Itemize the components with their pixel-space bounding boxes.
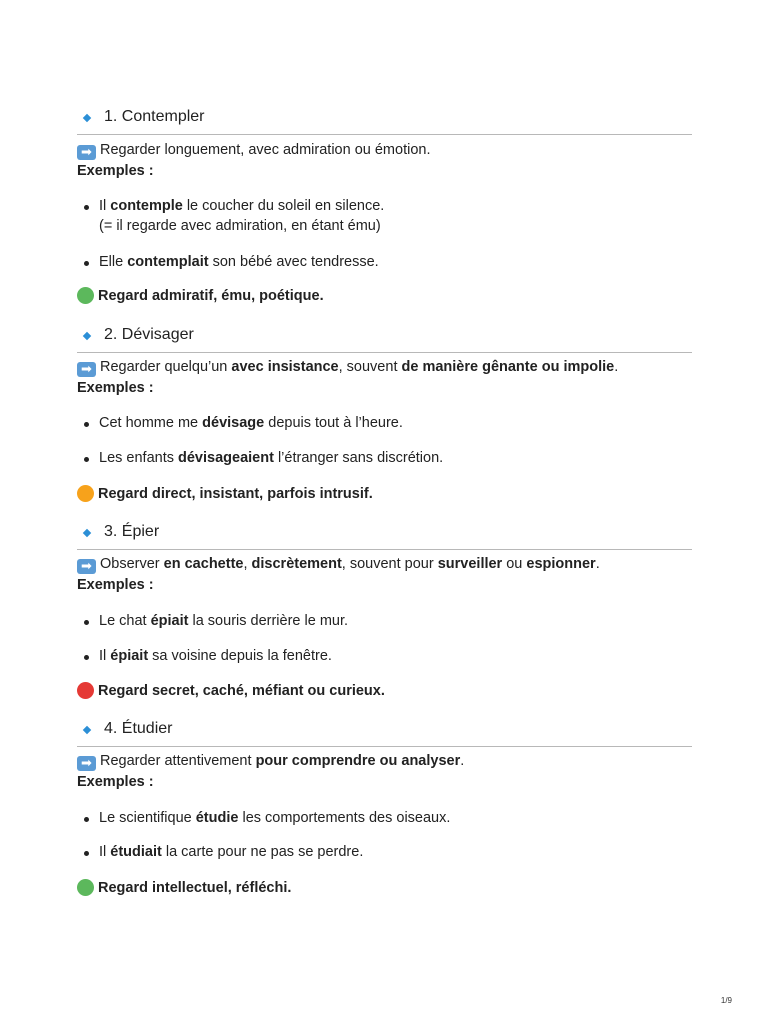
text-run: la carte pour ne pas se perdre. [161, 844, 364, 860]
green-circle-icon [77, 879, 94, 896]
section-epier [77, 521, 692, 699]
summary-text: Regard direct, insistant, parfois intrusif. [98, 486, 373, 502]
emphasis-text: avec insistance [231, 359, 339, 375]
bullet-icon [84, 261, 89, 266]
emphasis-text: espionner [526, 556, 596, 572]
section-devisager [77, 324, 692, 502]
bullet-icon [84, 817, 89, 822]
definition-line [77, 556, 600, 574]
text-run: depuis tout à l’heure. [264, 415, 403, 431]
right-arrow-icon: ➡ [77, 145, 96, 160]
text-run: Les enfants [99, 450, 178, 466]
section-title: 2. Dévisager [104, 326, 194, 343]
emphasis-text: épiait [110, 648, 149, 664]
section-title: 3. Épier [104, 523, 160, 540]
right-arrow-icon: ➡ [77, 559, 96, 574]
emphasis-text: étudiait [110, 844, 162, 860]
examples-label: Exemples : [77, 380, 154, 396]
text-run: ou [502, 556, 527, 572]
list-item [99, 613, 348, 629]
orange-circle-icon [77, 485, 94, 502]
section-heading [77, 521, 692, 550]
small-blue-diamond-icon [83, 114, 91, 122]
definition-text [100, 359, 618, 375]
example-text [99, 198, 384, 214]
emphasis-text: épiait [150, 613, 189, 629]
definition-line [77, 359, 618, 377]
bullet-icon [84, 655, 89, 660]
bullet-icon [84, 620, 89, 625]
text-run: , [243, 556, 252, 572]
emphasis-text: de manière gênante ou impolie [401, 359, 615, 375]
summary-line [77, 879, 291, 896]
list-item [99, 844, 363, 860]
definition-line [77, 753, 464, 771]
bullet-icon [84, 205, 89, 210]
text-run: Il [99, 844, 111, 860]
list-item [99, 415, 403, 431]
red-circle-icon [77, 682, 94, 699]
section-heading [77, 106, 692, 135]
examples-label: Exemples : [77, 163, 154, 179]
text-run: sa voisine depuis la fenêtre. [148, 648, 332, 664]
text-run: Regarder attentivement [100, 753, 256, 769]
example-text [99, 648, 332, 664]
list-item [99, 254, 379, 270]
definition-text [100, 753, 464, 769]
example-text [99, 218, 381, 234]
text-run: Observer [100, 556, 164, 572]
emphasis-text: en cachette [163, 556, 244, 572]
section-title: 1. Contempler [104, 108, 205, 125]
text-run: Le chat [99, 613, 151, 629]
list-item [99, 450, 443, 466]
text-run: Regarder longuement, avec admiration ou émotion. [100, 142, 431, 158]
small-blue-diamond-icon [83, 529, 91, 537]
small-blue-diamond-icon [83, 726, 91, 734]
text-run: Elle [99, 254, 128, 270]
text-run: . [595, 556, 600, 572]
text-run: Il [99, 648, 111, 664]
emphasis-text: dévisageaient [178, 450, 274, 466]
summary-line [77, 682, 385, 699]
text-run: Le scientifique [99, 810, 196, 826]
text-run: Regarder quelqu’un [100, 359, 232, 375]
list-item [99, 648, 332, 664]
text-run: le coucher du soleil en silence. [182, 198, 385, 214]
example-text [99, 254, 379, 270]
list-item [99, 198, 384, 214]
section-heading [77, 718, 692, 747]
emphasis-text: dévisage [202, 415, 265, 431]
definition-text [100, 556, 600, 572]
emphasis-text: contemplait [127, 254, 209, 270]
right-arrow-icon: ➡ [77, 756, 96, 771]
examples-label: Exemples : [77, 577, 154, 593]
example-text [99, 844, 363, 860]
emphasis-text: discrètement [251, 556, 342, 572]
text-run: les comportements des oiseaux. [238, 810, 451, 826]
section-etudier [77, 718, 692, 896]
page-number: 1/9 [720, 996, 732, 1005]
text-run: , souvent pour [341, 556, 438, 572]
example-text [99, 450, 443, 466]
emphasis-text: pour comprendre ou analyser [255, 753, 461, 769]
section-heading [77, 324, 692, 353]
right-arrow-icon: ➡ [77, 362, 96, 377]
section-title: 4. Étudier [104, 720, 173, 737]
emphasis-text: étudie [195, 810, 239, 826]
text-run: la souris derrière le mur. [188, 613, 349, 629]
green-circle-icon [77, 287, 94, 304]
example-text [99, 613, 348, 629]
definition-text [100, 142, 430, 158]
text-run: Cet homme me [99, 415, 203, 431]
emphasis-text: contemple [110, 198, 183, 214]
summary-line [77, 287, 324, 304]
summary-text: Regard secret, caché, méfiant ou curieux. [98, 683, 385, 699]
example-note [99, 218, 381, 234]
definition-line [77, 142, 430, 160]
bullet-icon [84, 422, 89, 427]
list-item [99, 810, 450, 826]
bullet-icon [84, 457, 89, 462]
text-run: son bébé avec tendresse. [208, 254, 379, 270]
text-run: . [460, 753, 465, 769]
summary-text: Regard admiratif, ému, poétique. [98, 288, 324, 304]
text-run: , souvent [338, 359, 402, 375]
text-run: Il [99, 198, 111, 214]
summary-line [77, 485, 373, 502]
example-text [99, 415, 403, 431]
emphasis-text: surveiller [437, 556, 503, 572]
small-blue-diamond-icon [83, 332, 91, 340]
text-run: . [614, 359, 619, 375]
bullet-icon [84, 851, 89, 856]
example-text [99, 810, 450, 826]
examples-label: Exemples : [77, 774, 154, 790]
section-contempler [77, 106, 692, 304]
text-run: (= il regarde avec admiration, en étant ému) [99, 218, 381, 234]
text-run: l’étranger sans discrétion. [273, 450, 444, 466]
summary-text: Regard intellectuel, réfléchi. [98, 880, 292, 896]
